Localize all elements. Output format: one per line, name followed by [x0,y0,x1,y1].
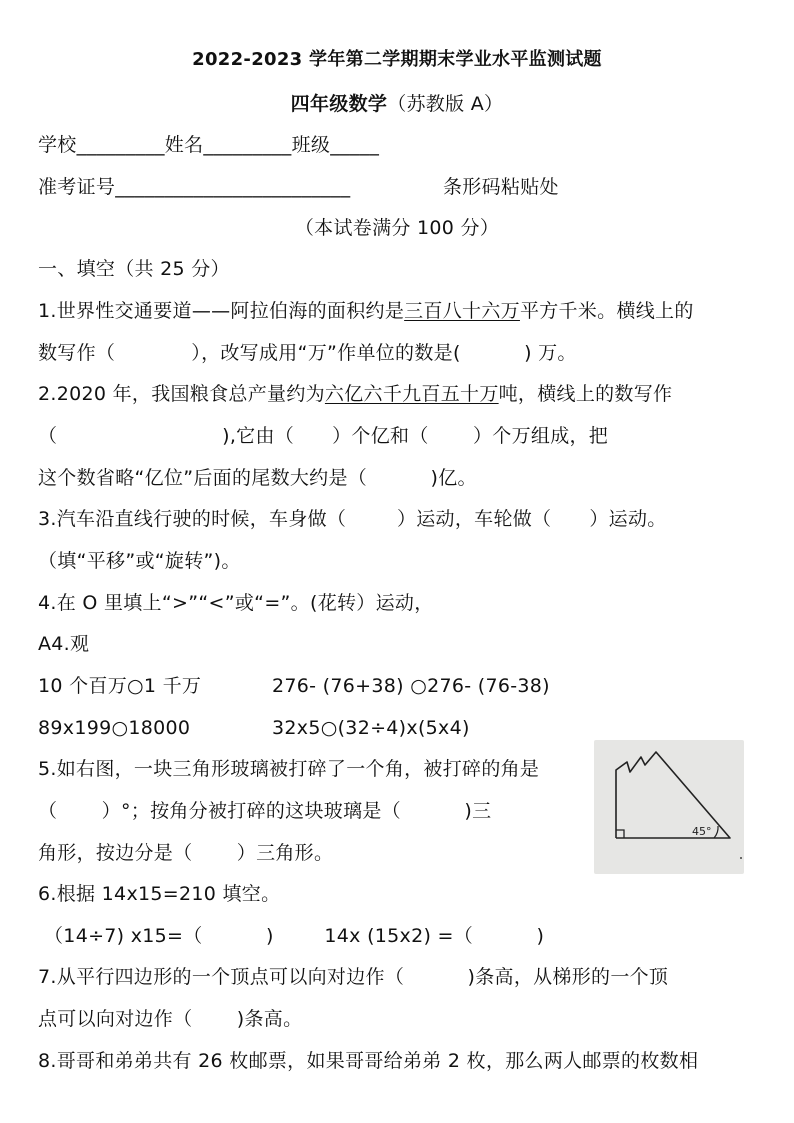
q1-text: 1.世界性交通要道——阿拉伯海的面积约是 [38,300,405,322]
question-4-compare-3: 89x199○18000 [38,717,191,739]
broken-triangle-figure [594,740,744,874]
question-6-line-2: （14÷7) x15=（ ) 14x (15x2) =（ ) [44,925,545,947]
question-3-line-1: 3.汽车沿直线行驶的时候，车身做（ ）运动，车轮做（ ）运动。 [38,508,667,530]
q2-text: 2.2020 年，我国粮食总产量约为 [38,383,325,405]
subject-label: 四年级数学 [290,93,388,115]
edition-label: （苏教版 A） [387,93,504,115]
question-4-line-2: A4.观 [38,633,90,655]
question-5-line-1: 5.如右图，一块三角形玻璃被打碎了一个角，被打碎的角是 [38,758,540,780]
scan-dot [740,857,742,859]
angle-arc [714,826,718,838]
question-4-compare-2: 276- (76+38) ○276- (76-38) [272,675,550,697]
triangle-outline [616,752,730,838]
student-info-row: 学校_________姓名_________班级_____ [38,134,380,156]
question-6-line-1: 6.根据 14x15=210 填空。 [38,883,281,905]
question-4-line-1: 4.在 O 里填上“>”“<”或“=”。(花转）运动， [38,592,434,614]
question-2-line-3: 这个数省略“亿位”后面的尾数大约是（ )亿。 [38,467,477,489]
exam-number-field: 准考证号________________________ [38,176,351,198]
barcode-area-label: 条形码粘贴处 [443,176,559,198]
question-2-line-1 [38,382,764,406]
question-3-line-2: （填“平移”或“旋转”)。 [38,550,241,572]
angle-label: 45° [692,825,712,838]
question-5-line-2: （ ）°；按角分被打碎的这块玻璃是（ )三 [38,800,492,822]
full-score-note: （本试卷满分 100 分） [294,217,500,239]
question-7-line-1: 7.从平行四边形的一个顶点可以向对边作（ )条高，从梯形的一个顶 [38,966,669,988]
question-1-line-2: 数写作（ ），改写成用“万”作单位的数是( ) 万。 [38,342,577,364]
q2-underlined-number: 六亿六千九百五十万 [324,383,499,405]
question-5-line-3: 角形，按边分是（ ）三角形。 [38,842,334,864]
q2-text-end: 吨，横线上的数写作 [498,383,673,405]
question-4-compare-4: 32x5○(32÷4)x(5x4) [272,717,470,739]
question-2-line-2: （ ),它由（ ）个亿和（ ）个万组成，把 [38,425,609,447]
section-heading-fill-in: 一、填空（共 25 分） [38,258,230,280]
exam-subtitle [0,92,794,116]
q1-text-end: 平方千米。横线上的 [519,300,694,322]
exam-title: 2022-2023 学年第二学期期末学业水平监测试题 [192,49,602,70]
right-angle-mark [616,830,624,838]
question-7-line-2: 点可以向对边作（ )条高。 [38,1008,303,1030]
question-4-compare-1: 10 个百万○1 千万 [38,675,202,697]
question-8-line-1: 8.哥哥和弟弟共有 26 枚邮票，如果哥哥给弟弟 2 枚，那么两人邮票的枚数相 [38,1050,699,1072]
question-1-line-1 [38,299,764,323]
broken-triangle-drawing [594,740,744,874]
q1-underlined-number: 三百八十六万 [404,300,520,322]
